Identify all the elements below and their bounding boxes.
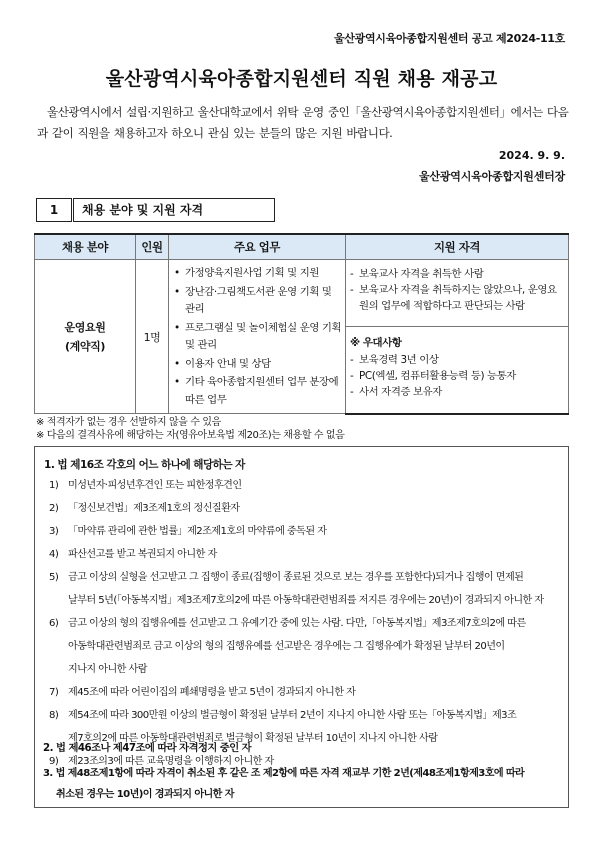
notice-number: 울산광역시육아종합지원센터 공고 제2024-11호 [334,32,565,45]
item-text: 미성년자·피성년후견인 또는 피한정후견인 [68,480,242,491]
list-item: - 보육교사 자격을 취득한 사람 [350,266,564,282]
section-title: 채용 분야 및 지원 자격 [73,198,275,222]
item-continuation: 지나지 아니한 사람 [68,664,147,675]
list-item: • 가정양육지원사업 기획 및 지원 [173,265,343,283]
list-item [49,681,560,704]
header-duties: 주요 업무 [169,234,346,260]
qualifications-list [350,266,564,314]
item-continuation: 아동학대관련범죄로 금고 이상의 형의 집행유예를 선고받은 경우에는 그 집행유예가 확정된 날부터 20년이 [68,641,505,652]
section-number: 1 [36,198,72,222]
qualifications-cell [346,260,569,327]
preferences-list [350,352,564,400]
item-text: 제54조에 따라 300만원 이상의 벌금형이 확정된 날부터 2년이 지나지 아니한 사람 또는「아동복지법」제3조 [68,710,517,721]
list-item: - 보육경력 3년 이상 [350,352,564,368]
preferences-title: ※ 우대사항 [350,337,402,349]
item-text: 금고 이상의 형의 집행유예를 선고받고 그 유예기간 중에 있는 사람. 다만,「아동복지법」제3조제7호의2에 따른 [68,618,526,629]
heading-3-line: 3. 법 제48조제1항에 따라 자격이 취소된 후 같은 조 제2항에 따른 자격 재교부 기한 2년(제48조제1항제3호에 따라 [43,768,525,779]
issuing-organization: 울산광역시육아종합지원센터장 [419,170,565,183]
item-text: 파산선고를 받고 복권되지 아니한 자 [68,549,217,560]
item-text: 금고 이상의 실형을 선고받고 그 집행이 종료(집행이 종료된 것으로 보는 경우를 포함한다)되거나 집행이 면제된 [68,572,524,583]
intro-paragraph: 울산광역시에서 설립·지원하고 울산대학교에서 위탁 운영 중인「울산광역시육아종합지원센터」에서는 다음과 같이 직원을 채용하고자 하오니 관심 있는 분들의 많은 지원 바랍니다. [37,105,569,140]
list-item: - PC(엑셀, 컴퓨터활용능력 등) 능통자 [350,368,564,384]
list-item [49,543,560,566]
header-count: 인원 [136,234,169,260]
item-text: 「마약류 관리에 관한 법률」제2조제1호의 마약류에 중독된 자 [68,526,327,537]
item-number: 3) [49,526,59,537]
page-title: 울산광역시육아종합지원센터 직원 채용 재공고 [105,68,498,90]
header-field: 채용 분야 [35,234,136,260]
list-item [49,497,560,520]
list-item [49,612,560,635]
item-text: 제23조의3에 따른 교육명령을 이행하지 아니한 자 [68,756,274,767]
notes [36,417,344,442]
table-row [35,260,569,327]
duties-cell [169,260,346,414]
item-number: 5) [49,572,59,583]
header-qualifications: 지원 자격 [346,234,569,260]
preferences-cell [346,327,569,414]
count-cell: 1명 [136,260,169,414]
table-header-row [35,234,569,260]
field-cell [35,260,136,414]
list-item: • 이용자 안내 및 상담 [173,356,343,374]
disqualification-heading-1: 1. 법 제16조 각호의 어느 하나에 해당하는 자 [44,459,245,471]
item-number: 7) [49,687,59,698]
item-number: 1) [49,480,59,491]
list-item [49,704,560,727]
item-text: 「정신보건법」제3조제1호의 정신질환자 [68,503,240,514]
item-number: 9) [49,756,59,767]
item-text: 제45조에 따라 어린이집의 폐쇄명령을 받고 5년이 경과되지 아니한 자 [68,687,356,698]
note-line: ※ 다음의 결격사유에 해당하는 자(영유아보육법 제20조)는 채용할 수 없음 [36,429,345,441]
list-item: • 프로그램실 및 놀이체험실 운영 기획 및 관리 [173,320,343,355]
list-item: - 사서 자격증 보유자 [350,384,564,400]
recruitment-table [34,233,569,415]
item-continuation: 제7호의2에 따른 아동학대관련범죄로 벌금형이 확정된 날부터 10년이 지나지 아니한 사람 [68,733,438,744]
list-item [49,474,560,497]
item-continuation: 날부터 5년(「아동복지법」제3조제7호의2에 따른 아동학대관련범죄를 저지른 경우에는 20년)이 경과되지 아니한 자 [68,595,544,606]
list-item: - 보육교사 자격을 취득하지는 않았으나, 운영요원의 업무에 적합하다고 판단되는 사람 [350,282,564,314]
heading-3-line: 취소된 경우는 10년)이 경과되지 아니한 자 [56,789,234,800]
field-name: 운영요원 [64,320,106,334]
list-item: • 장난감·그림책도서관 운영 기획 및 관리 [173,284,343,319]
duties-list [173,265,343,409]
item-number: 2) [49,503,59,514]
item-number: 4) [49,549,59,560]
disqualification-heading-2: 2. 법 제46조나 제47조에 따라 자격정지 중인 자 [43,742,252,754]
field-type: (계약직) [65,339,105,353]
disqualification-heading-3 [43,763,524,805]
list-item: • 기타 육아종합지원센터 업무 분장에 따른 업무 [173,374,343,409]
list-item [49,520,560,543]
item-number: 6) [49,618,59,629]
list-item [49,566,560,589]
item-number: 8) [49,710,59,721]
note-line: ※ 적격자가 없는 경우 선발하지 않을 수 있음 [36,417,221,428]
announcement-date: 2024. 9. 9. [498,149,565,162]
